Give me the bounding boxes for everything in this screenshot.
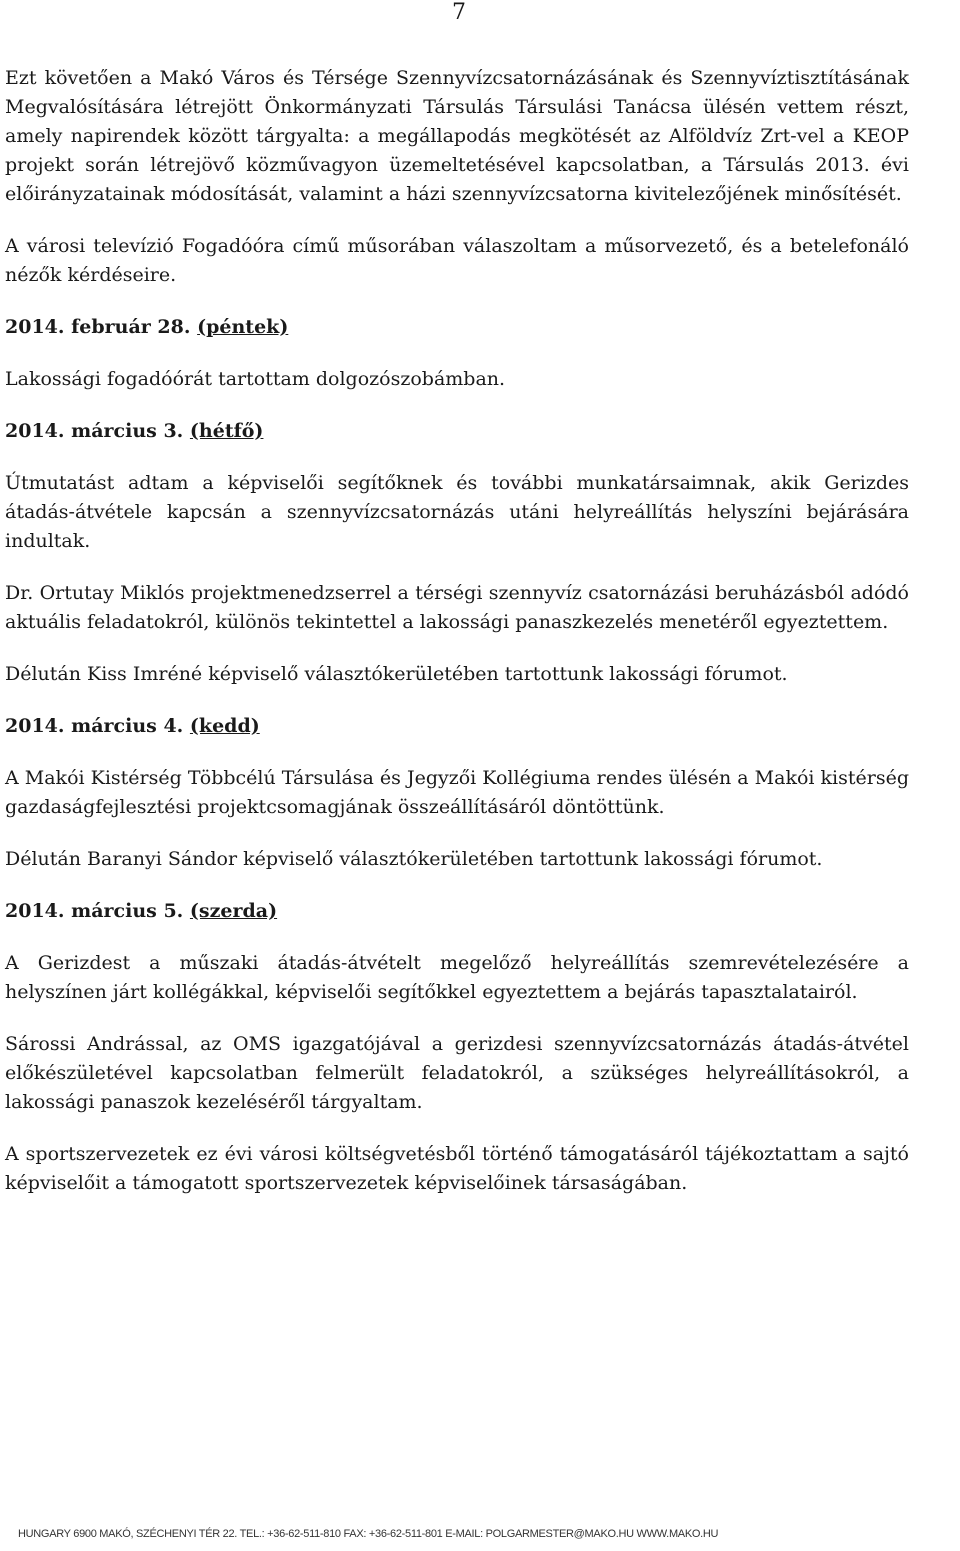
date-heading [5, 897, 909, 926]
entry-paragraph: A Makói Kistérség Többcélú Társulása és Jegyzői Kollégiuma rendes ülésén a Makói kistérség gazdaságfejlesztési projektcsomagjának összeállításáról döntöttünk. [5, 767, 909, 818]
page-footer: HUNGARY 6900 MAKÓ, SZÉCHENYI TÉR 22. TEL.: +36-62-511-810 FAX: +36-62-511-801 E-MAIL: POLGARMESTER@MAKO.HU WWW.MAKO.HU [18, 1528, 719, 1540]
document-body [5, 64, 909, 1221]
weekday-text: (szerda) [189, 900, 278, 922]
entry-paragraph: Délután Baranyi Sándor képviselő választókerületében tartottunk lakossági fórumot. [5, 848, 823, 870]
weekday-text: (hétfő) [189, 420, 264, 442]
entry-paragraph: Lakossági fogadóórát tartottam dolgozószobámban. [5, 368, 506, 390]
date-text: 2014. március 5. [5, 900, 184, 922]
entry-paragraph: Útmutatást adtam a képviselői segítőknek és további munkatársaimnak, akik Gerizdes átadás-átvétele kapcsán a szennyvízcsatornázás utáni helyreállítás helyszíni bejárására indultak. [5, 472, 909, 552]
date-text: 2014. február 28. [5, 316, 191, 338]
intro-paragraph: Ezt követően a Makó Város és Térsége Szennyvízcsatornázásának és Szennyvíztisztításának Megvalósítására létrejött Önkormányzati Társulás Társulási Tanácsa ülésén vettem részt, amely napirendek között tárgyalta: a megállapodás megkötését az Alföldvíz Zrt-vel a KEOP projekt során létrejövő közművagyon üzemeltetésével kapcsolatban, a Társulás 2013. évi előirányzatainak módosítását, valamint a házi szennyvízcsatorna kivitelezőjének minősítését. [5, 67, 909, 205]
date-text: 2014. március 4. [5, 715, 184, 737]
entry-paragraph: A sportszervezetek ez évi városi költségvetésből történő támogatásáról tájékoztattam a sajtó képviselőit a támogatott sportszervezetek képviselőinek társaságában. [5, 1143, 909, 1194]
date-heading [5, 417, 909, 446]
weekday-text: (péntek) [197, 316, 289, 338]
entry-paragraph: Dr. Ortutay Miklós projektmenedzserrel a térségi szennyvíz csatornázási beruházásból adódó aktuális feladatokról, különös tekintettel a lakossági panaszkezelés menetéről egyeztettem. [5, 582, 909, 633]
date-text: 2014. március 3. [5, 420, 184, 442]
intro-paragraph: A városi televízió Fogadóóra című műsorában válaszoltam a műsorvezető, és a betelefonáló nézők kérdéseire. [5, 235, 909, 286]
weekday-text: (kedd) [189, 715, 260, 737]
page-number: 7 [452, 0, 466, 25]
date-heading [5, 712, 909, 741]
date-heading [5, 313, 909, 342]
entry-paragraph: A Gerizdest a műszaki átadás-átvételt megelőző helyreállítás szemrevételezésére a helyszínen járt kollégákkal, képviselői segítőkkel egyeztettem a bejárás tapasztalatairól. [5, 952, 909, 1003]
entry-paragraph: Délután Kiss Imréné képviselő választókerületében tartottunk lakossági fórumot. [5, 663, 788, 685]
entry-paragraph: Sárossi Andrással, az OMS igazgatójával a gerizdesi szennyvízcsatornázás átadás-átvétel előkészületével kapcsolatban felmerült feladatokról, a szükséges helyreállításokról, a lakossági panaszok kezeléséről tárgyaltam. [5, 1033, 909, 1113]
